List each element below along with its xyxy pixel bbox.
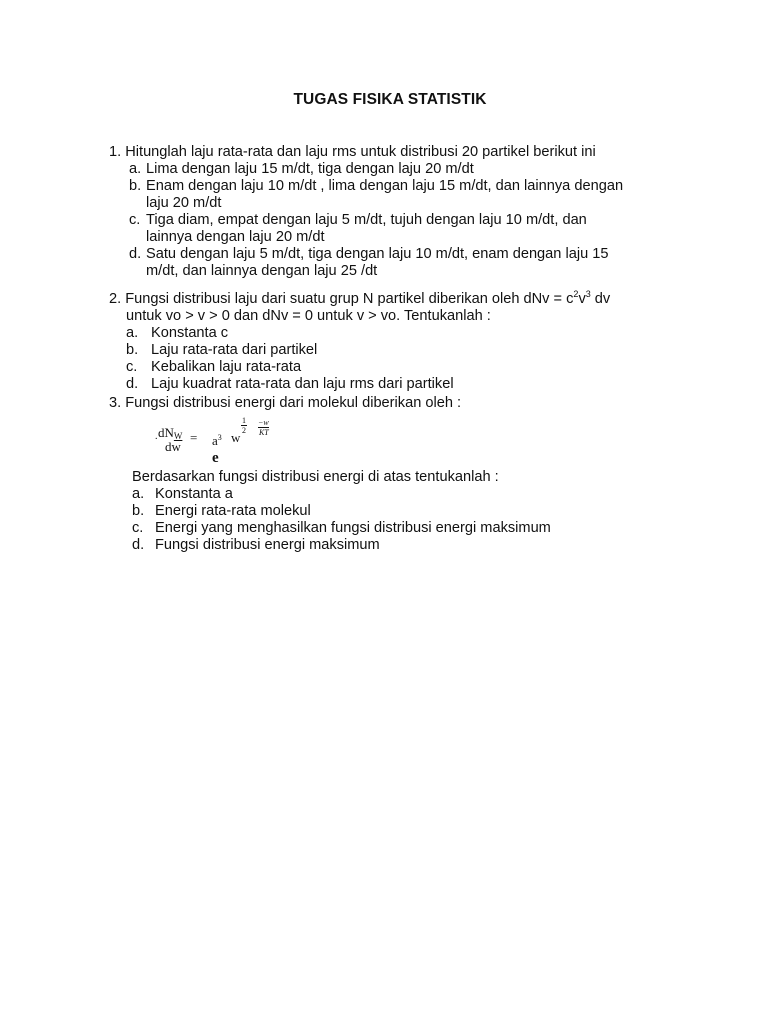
list-item xyxy=(109,342,669,359)
list-item xyxy=(109,325,669,342)
formula-base-e: e xyxy=(212,450,219,466)
item-text: Fungsi distribusi energi maksimum xyxy=(155,537,380,553)
superscript: 3 xyxy=(585,289,591,299)
formula-equals: = xyxy=(190,430,198,445)
question-text: Fungsi distribusi energi dari molekul diberikan oleh : xyxy=(125,395,462,411)
item-text: Konstanta c xyxy=(151,324,229,341)
formula-denominator: dw xyxy=(165,439,181,454)
item-text: Energi yang menghasilkan fungsi distribusi energi maksimum xyxy=(155,520,551,536)
energy-distribution-formula xyxy=(155,416,355,472)
formula-dot: . xyxy=(155,431,158,442)
list-item xyxy=(109,178,669,212)
question-3-intro-text: Berdasarkan fungsi distribusi energi di atas tentukanlah : xyxy=(132,469,499,485)
item-text-continued: laju 20 m/dt xyxy=(146,195,222,211)
list-item xyxy=(109,359,669,376)
item-text: Laju kuadrat rata-rata dan laju rms dari partikel xyxy=(151,375,454,392)
list-item xyxy=(0,520,551,537)
item-label: a. xyxy=(126,324,139,341)
item-text: Laju rata-rata dari partikel xyxy=(151,341,318,358)
question-2-prompt xyxy=(109,286,669,308)
list-item xyxy=(0,537,551,554)
item-text: Konstanta a xyxy=(155,486,233,502)
item-text: Tiga diam, empat dengan laju 5 m/dt, tujuh dengan laju 10 m/dt, dan xyxy=(146,212,587,228)
question-2-items xyxy=(109,325,669,393)
item-text: Lima dengan laju 15 m/dt, tiga dengan laju 20 m/dt xyxy=(146,161,474,177)
list-item xyxy=(109,161,669,178)
formula-exponent-fraction xyxy=(241,416,247,435)
item-label: b. xyxy=(132,503,145,519)
item-label: c. xyxy=(126,358,138,375)
item-text-continued: m/dt, dan lainnya dengan laju 25 /dt xyxy=(146,263,378,279)
item-label: a. xyxy=(132,486,145,502)
formula-variable: w xyxy=(231,430,241,445)
item-text: Enam dengan laju 10 m/dt , lima dengan laju 15 m/dt, dan lainnya dengan xyxy=(146,178,624,194)
formula-exp-num: 1 xyxy=(242,416,246,425)
item-label: c. xyxy=(129,212,141,228)
item-label: b. xyxy=(126,341,139,358)
list-item xyxy=(109,246,669,280)
question-1-prompt xyxy=(109,144,669,161)
list-item xyxy=(0,486,551,503)
item-text: Kebalikan laju rata-rata xyxy=(151,358,302,375)
item-label: d. xyxy=(132,537,145,553)
question-3-items xyxy=(0,486,551,554)
question-number: 2. xyxy=(109,290,122,307)
formula-dn: dN xyxy=(158,425,174,440)
formula-subscript: W xyxy=(173,431,183,441)
question-2 xyxy=(109,286,669,393)
document-title: TUGAS FISIKA STATISTIK xyxy=(293,91,487,108)
question-2-prompt-continued: untuk vo > v > 0 dan dNv = 0 untuk v > vo. Tentukanlah : xyxy=(126,307,491,324)
formula-coef: a xyxy=(212,433,218,448)
formula-coefficient xyxy=(212,429,222,449)
item-label: d. xyxy=(126,375,139,392)
question-number: 3. xyxy=(109,395,122,411)
formula-exp2-num: −w xyxy=(258,418,269,427)
formula-coef-exponent: 3 xyxy=(217,433,222,442)
list-item xyxy=(109,376,669,393)
question-number: 1. xyxy=(109,144,122,160)
question-3 xyxy=(109,395,669,412)
question-3-prompt xyxy=(109,395,669,412)
formula-exp2-den: KT xyxy=(258,428,269,437)
item-text-continued: lainnya dengan laju 20 m/dt xyxy=(146,229,325,245)
question-1-items xyxy=(109,161,669,280)
question-text-end: dv xyxy=(590,290,611,307)
list-item xyxy=(109,212,669,246)
item-label: b. xyxy=(129,178,142,194)
question-text: Hitunglah laju rata-rata dan laju rms untuk distribusi 20 partikel berikut ini xyxy=(125,144,596,160)
list-item xyxy=(0,503,551,520)
item-text: Satu dengan laju 5 m/dt, tiga dengan laju 10 m/dt, enam dengan laju 15 xyxy=(146,246,609,262)
question-text-variable: v xyxy=(578,290,586,307)
item-text: Energi rata-rata molekul xyxy=(155,503,311,519)
formula-exponential-fraction xyxy=(258,418,269,437)
question-3-intro xyxy=(132,469,551,554)
formula-exp-den: 2 xyxy=(242,426,246,435)
question-1 xyxy=(109,144,669,280)
item-label: a. xyxy=(129,161,142,177)
question-text: Fungsi distribusi laju dari suatu grup N partikel diberikan oleh dNv = c xyxy=(125,290,574,307)
item-label: c. xyxy=(132,520,144,536)
superscript: 2 xyxy=(573,289,579,299)
item-label: d. xyxy=(129,246,142,262)
